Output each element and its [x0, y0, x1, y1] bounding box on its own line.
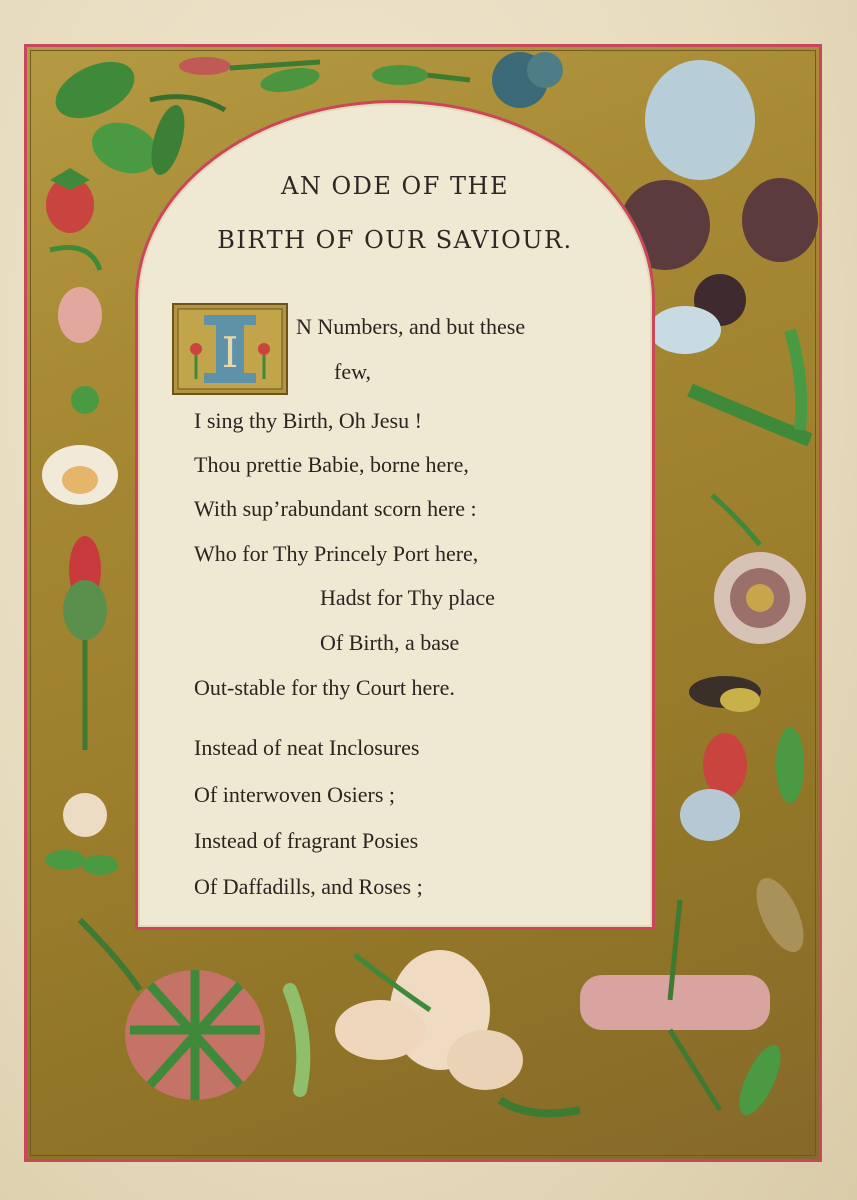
verse-line: Of interwoven Osiers ;: [194, 782, 396, 807]
ribbon-flowers-illustration: [580, 900, 789, 1120]
daisy-illustration: [712, 495, 806, 644]
strawberry-illustration: [46, 168, 94, 233]
lily-illustration: [335, 950, 580, 1113]
verse-line: Thou prettie Babie, borne here,: [194, 452, 469, 477]
verse-line: Instead of neat Inclosures: [194, 735, 420, 760]
verse-line: Instead of fragrant Posies: [194, 828, 419, 853]
verse-line: few,: [334, 359, 372, 384]
illuminated-initial-art: [174, 305, 286, 393]
thistle-illustration: [63, 536, 107, 750]
illuminated-initial: [172, 303, 288, 395]
pansy-illustration: [42, 386, 118, 505]
verse-line: Hadst for Thy place: [320, 585, 495, 610]
dropcap-letter: I: [221, 328, 239, 377]
pink-flower-bottom-left: [80, 920, 265, 1100]
caterpillar-illustration: [290, 990, 303, 1090]
verse-line: Out-stable for thy Court here.: [194, 675, 455, 700]
poem-title-line-2: BIRTH OF OUR SAVIOUR.: [217, 226, 573, 254]
poem-title-line-1: AN ODE OF THE: [281, 172, 509, 200]
wild-rose-left: [45, 793, 118, 875]
sweetpea-right: [680, 727, 804, 841]
verse-line: Of Daffadills, and Roses ;: [194, 874, 423, 899]
verse-line: N Numbers, and but these: [296, 314, 526, 339]
verse-line: With sup’rabundant scorn here :: [194, 496, 477, 521]
verse-line: Of Birth, a base: [320, 630, 460, 655]
sweetpea-left: [50, 248, 102, 344]
rosebud-sprig-top: [179, 57, 321, 96]
bird-illustration-bottom-right: [747, 871, 813, 959]
verse-line: Who for Thy Princely Port here,: [194, 541, 479, 566]
verse-line: I sing thy Birth, Oh Jesu !: [194, 408, 422, 433]
bird-illustration-right: [689, 676, 761, 712]
